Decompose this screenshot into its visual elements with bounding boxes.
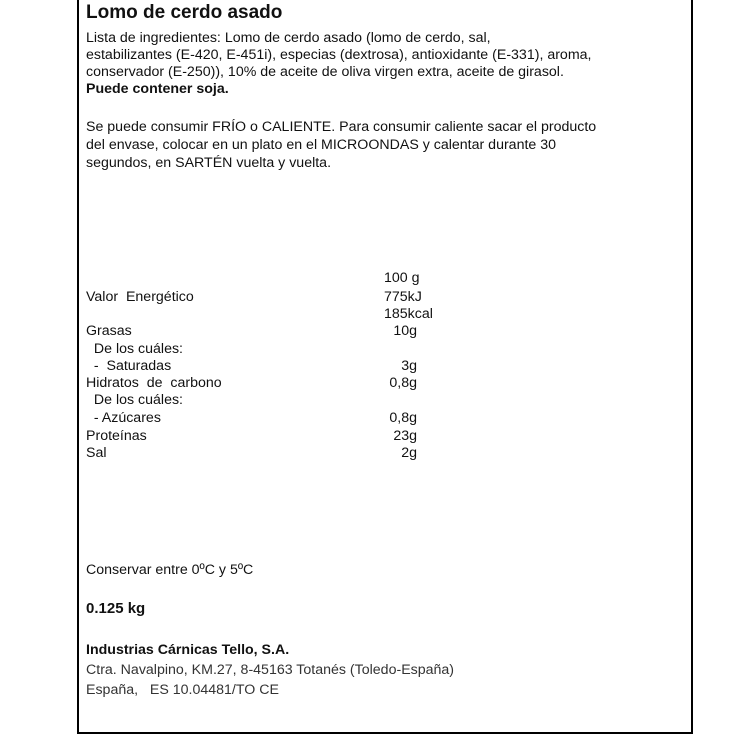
nutrition-label: Proteínas (86, 428, 147, 444)
nutrition-label: Sal (86, 445, 107, 461)
registry-number: España, ES 10.04481/TO CE (86, 682, 279, 698)
nutrition-value: 3g (401, 358, 417, 374)
ingredients-line: Lista de ingredientes: Lomo de cerdo asado (lomo de cerdo, sal, (86, 30, 491, 46)
nutrition-label: Hidratos de carbono (86, 375, 222, 391)
usage-line: segundos, en SARTÉN vuelta y vuelta. (86, 155, 332, 171)
nutrition-value: 2g (401, 445, 417, 461)
nutrition-label: Valor Energético (86, 289, 194, 305)
nutrition-label: - Azúcares (86, 410, 161, 426)
nutrition-label: Grasas (86, 323, 132, 339)
net-weight: 0.125 kg (86, 600, 146, 617)
nutrition-label: - Saturadas (86, 358, 172, 374)
nutrition-value: 23g (393, 428, 417, 444)
ingredients-line: conservador (E-250)), 10% de aceite de oliva virgen extra, aceite de girasol. (86, 64, 564, 80)
nutrition-header: 100 g (384, 270, 420, 286)
allergen-warning: Puede contener soja. (86, 81, 229, 97)
nutrition-value: 0,8g (389, 375, 417, 391)
manufacturer-address: Ctra. Navalpino, KM.27, 8-45163 Totanés (Toledo-España) (86, 662, 455, 678)
product-title: Lomo de cerdo asado (86, 2, 283, 23)
manufacturer-name: Industrias Cárnicas Tello, S.A. (86, 642, 290, 658)
usage-line: Se puede consumir FRÍO o CALIENTE. Para consumir caliente sacar el producto (86, 119, 597, 135)
ingredients-line: estabilizantes (E-420, E-451i), especias (dextrosa), antioxidante (E-331), aroma, (86, 47, 592, 63)
nutrition-value: 775kJ (384, 289, 422, 305)
nutrition-value: 0,8g (389, 410, 417, 426)
usage-line: del envase, colocar en un plato en el MICROONDAS y calentar durante 30 (86, 137, 557, 153)
nutrition-value: 10g (393, 323, 417, 339)
nutrition-value: 185kcal (384, 306, 433, 322)
nutrition-label: De los cuáles: (86, 341, 183, 357)
nutrition-label: De los cuáles: (86, 392, 183, 408)
storage-instructions: Conservar entre 0ºC y 5ºC (86, 562, 254, 578)
